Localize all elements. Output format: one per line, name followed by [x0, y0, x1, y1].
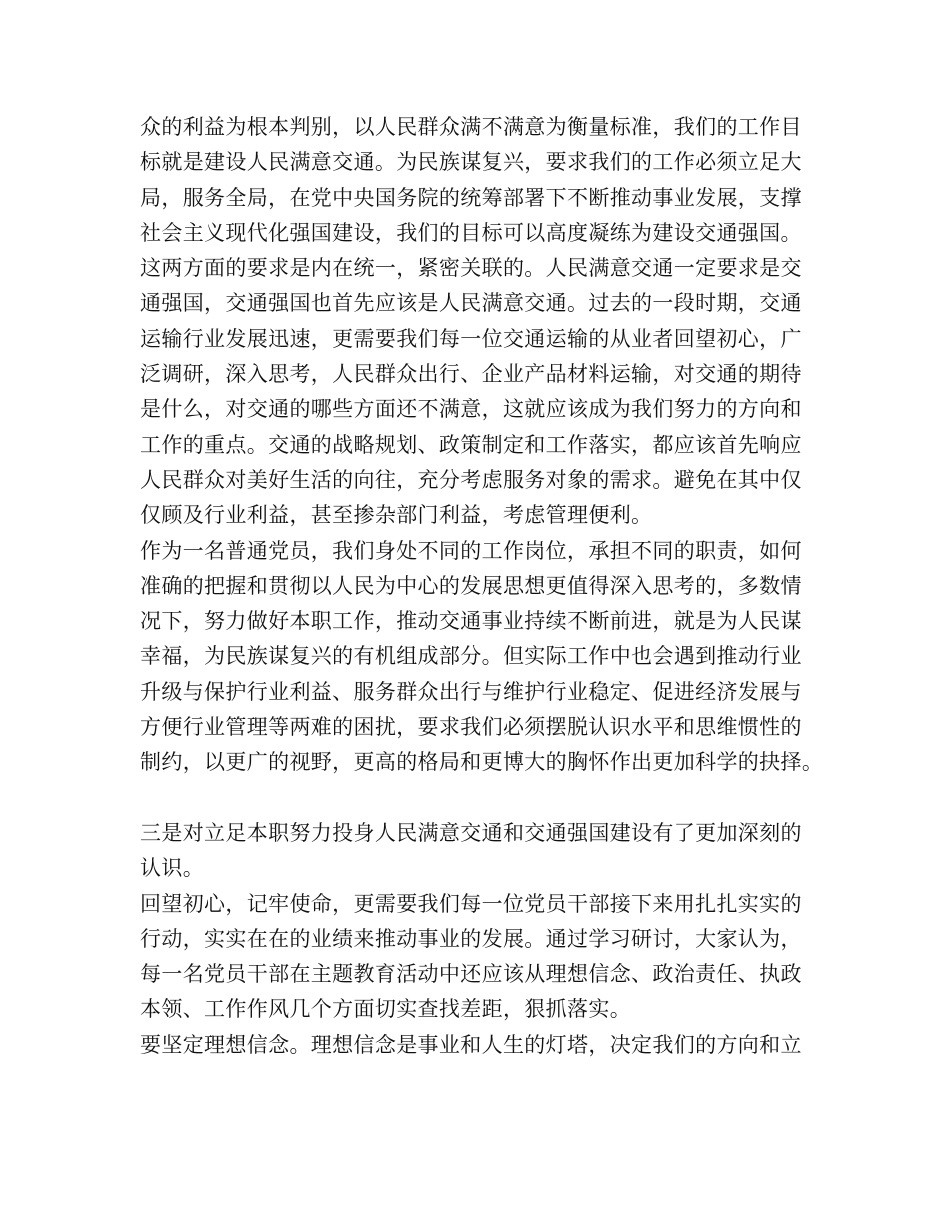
- text-line: 回望初心，记牢使命，更需要我们每一位党员干部接下来用扎扎实实的: [140, 891, 802, 916]
- text-line: 幸福，为民族谋复兴的有机组成部分。但实际工作中也会遇到推动行业: [140, 644, 802, 669]
- text-line: 况下，努力做好本职工作，推动交通事业持续不断前进，就是为人民谋: [140, 609, 802, 634]
- text-line: 本领、工作作风几个方面切实查找差距，狠抓落实。: [140, 997, 632, 1022]
- text-line: 准确的把握和贯彻以人民为中心的发展思想更值得深入思考的，多数情: [140, 573, 802, 598]
- section-heading-line: 认识。: [140, 856, 205, 881]
- text-line: 每一名党员干部在主题教育活动中还应该从理想信念、政治责任、执政: [140, 962, 802, 987]
- text-line: 方便行业管理等两难的困扰，要求我们必须摆脱认识水平和思维惯性的: [140, 715, 802, 740]
- text-line: 局，服务全局，在党中央国务院的统筹部署下不断推动事业发展，支撑: [140, 185, 802, 210]
- text-line: 标就是建设人民满意交通。为民族谋复兴，要求我们的工作必须立足大: [140, 150, 802, 175]
- text-line: 众的利益为根本判别，以人民群众满不满意为衡量标准，我们的工作目: [140, 115, 802, 139]
- section-heading-line: 三是对立足本职努力投身人民满意交通和交通强国建设有了更加深刻的: [140, 820, 802, 845]
- text-line: 通强国，交通强国也首先应该是人民满意交通。过去的一段时期，交通: [140, 291, 802, 316]
- text-line: 运输行业发展迅速，更需要我们每一位交通运输的从业者回望初心，广: [140, 326, 802, 351]
- text-line: 社会主义现代化强国建设，我们的目标可以高度凝练为建设交通强国。: [140, 220, 802, 245]
- text-line: 要坚定理想信念。理想信念是事业和人生的灯塔，决定我们的方向和立: [140, 1032, 802, 1057]
- text-line: 这两方面的要求是内在统一，紧密关联的。人民满意交通一定要求是交: [140, 256, 802, 281]
- text-line: 作为一名普通党员，我们身处不同的工作岗位，承担不同的职责，如何: [140, 538, 802, 563]
- text-line: 行动，实实在在的业绩来推动事业的发展。通过学习研讨，大家认为，: [140, 926, 802, 951]
- text-line: 泛调研，深入思考，人民群众出行、企业产品材料运输，对交通的期待: [140, 362, 802, 387]
- text-line: 工作的重点。交通的战略规划、政策制定和工作落实，都应该首先响应: [140, 432, 802, 457]
- paragraph-gap: [140, 781, 830, 816]
- document-body: [140, 110, 830, 1063]
- text-line: 人民群众对美好生活的向往，充分考虑服务对象的需求。避免在其中仅: [140, 467, 802, 492]
- text-line: 仅顾及行业利益，甚至掺杂部门利益，考虑管理便利。: [140, 503, 653, 528]
- text-line: 升级与保护行业利益、服务群众出行与维护行业稳定、促进经济发展与: [140, 679, 802, 704]
- text-line: 是什么，对交通的哪些方面还不满意，这就应该成为我们努力的方向和: [140, 397, 802, 422]
- text-line: 制约，以更广的视野，更高的格局和更博大的胸怀作出更加科学的抉择。: [140, 750, 824, 775]
